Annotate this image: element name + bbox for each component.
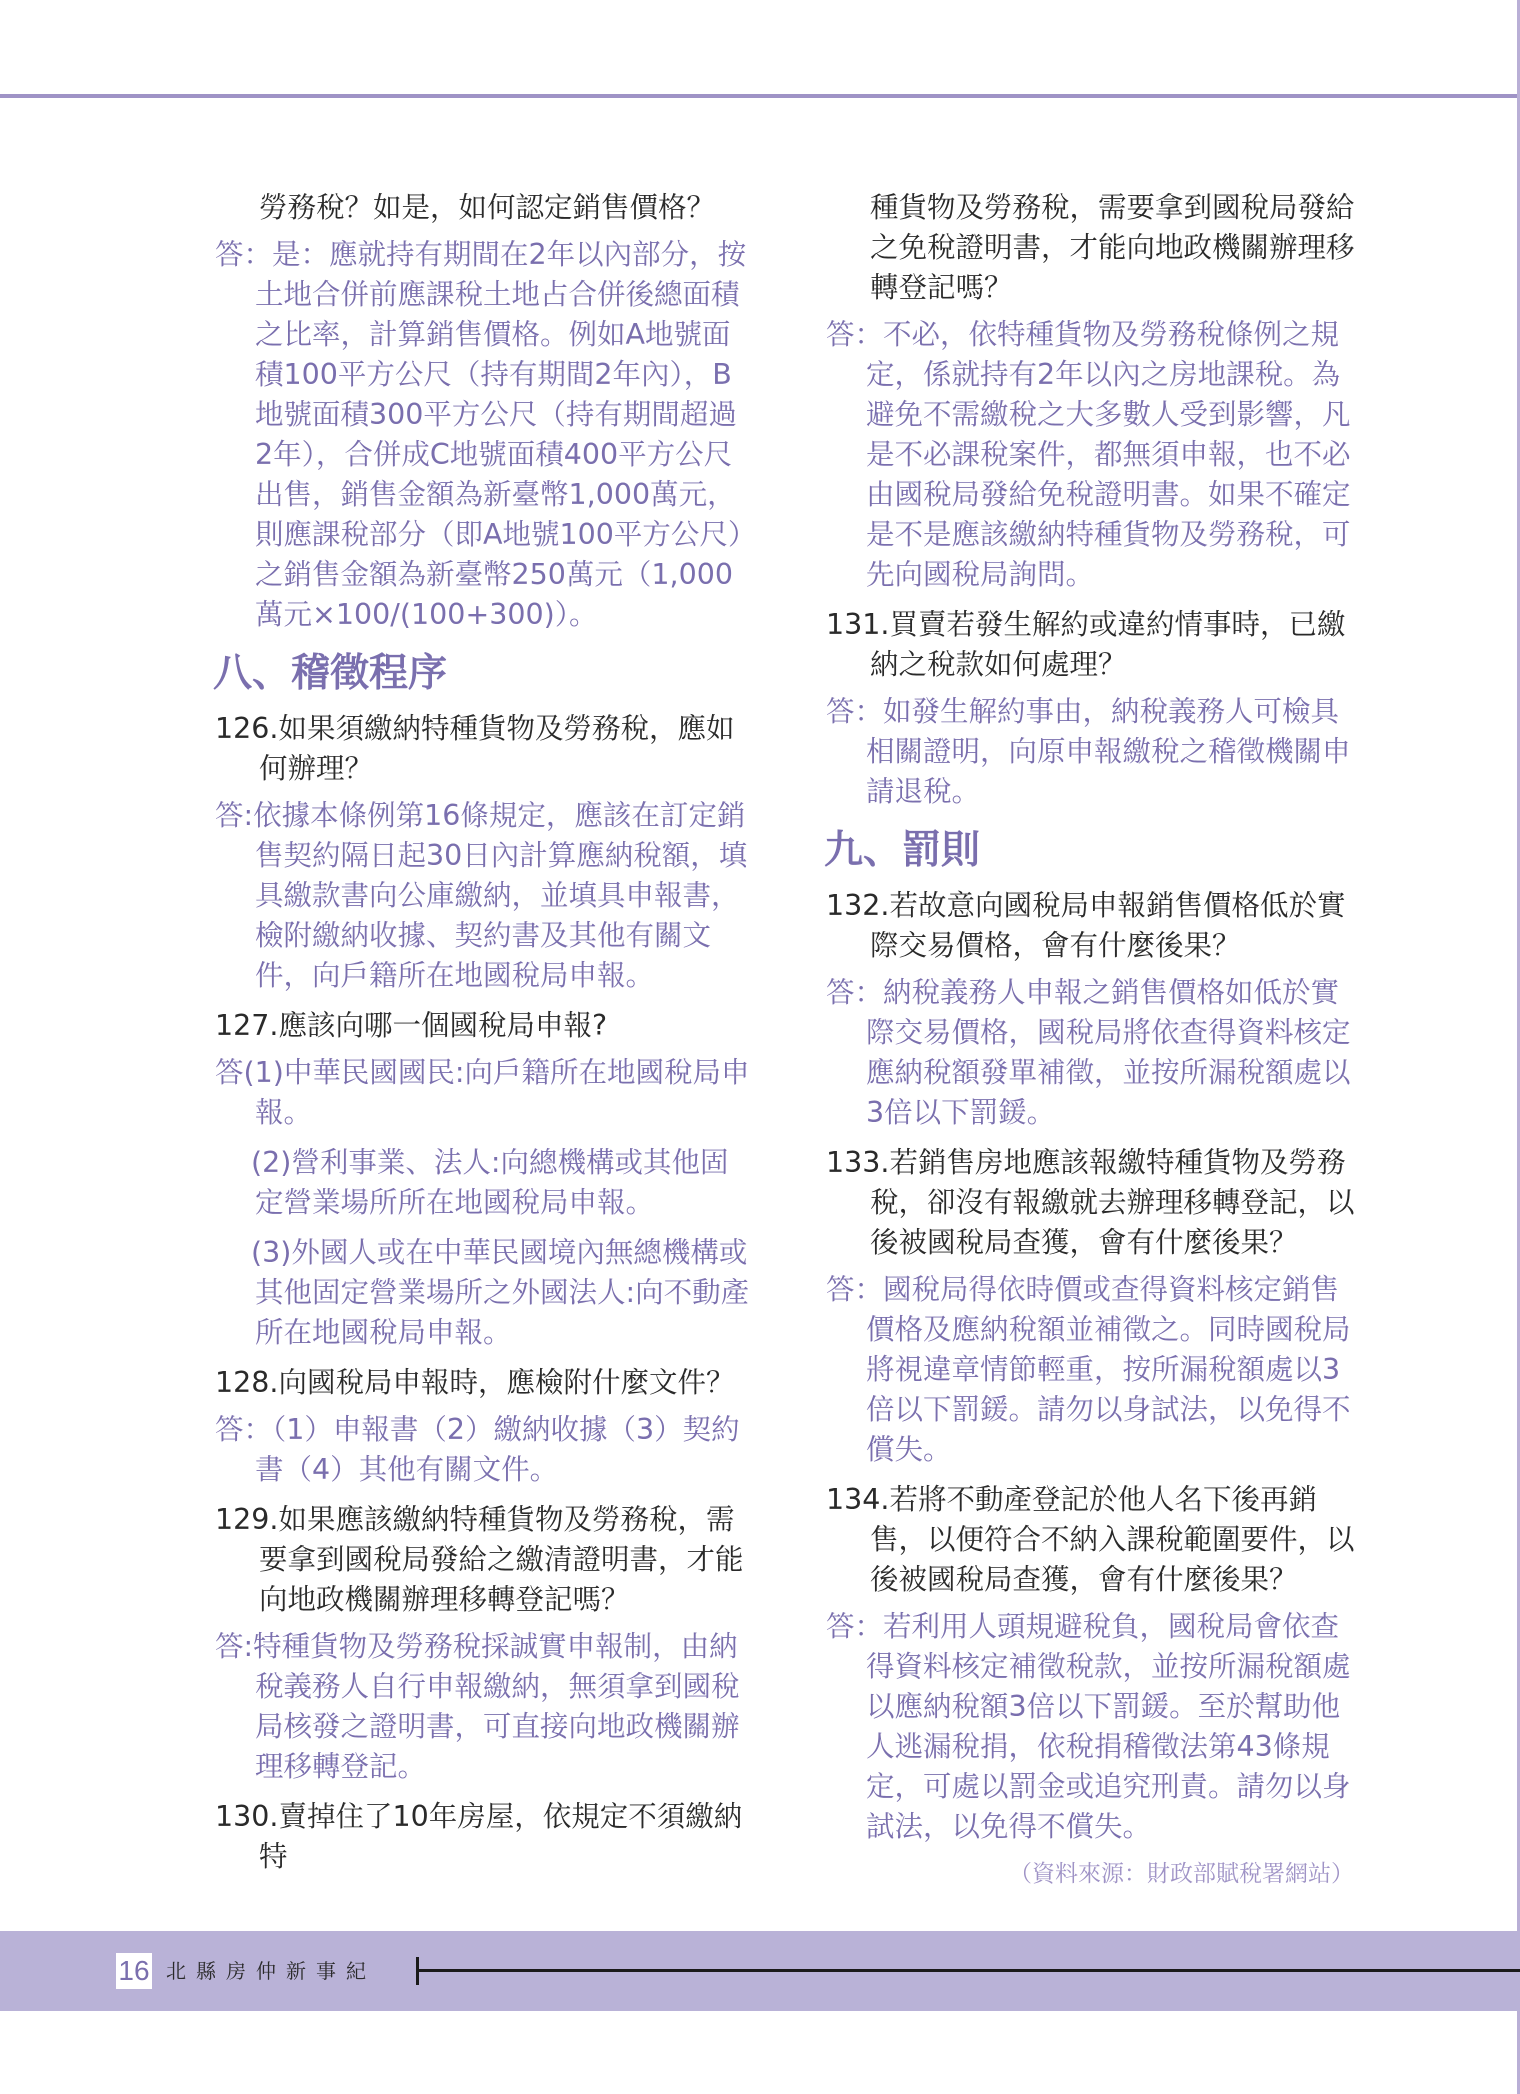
answer-129: 答:特種貨物及勞務稅採誠實申報制，由納稅義務人自行申報繳納，無須拿到國稅局核發之證明書，可直接向地政機關辦理移轉登記。 — [215, 1630, 740, 1783]
answer-132: 答：納稅義務人申報之銷售價格如低於實際交易價格，國稅局將依查得資料核定應納稅額發單補徵，並按所漏稅額處以3倍以下罰鍰。 — [826, 976, 1351, 1129]
answer-127-item-2: (2)營利事業、法人:向總機構或其他固定營業場所所在地國稅局申報。 — [251, 1146, 729, 1219]
header-rule — [0, 94, 1520, 98]
question-132: 132.若故意向國稅局申報銷售價格低於實際交易價格，會有什麼後果？ — [826, 889, 1346, 962]
source-citation: （資料來源：財政部賦稅署網站） — [1009, 1861, 1354, 1887]
answer-131: 答：如發生解約事由，納稅義務人可檢具相關證明，向原申報繳稅之稽徵機關申請退稅。 — [826, 695, 1351, 808]
answer-128: 答：（1）申報書（2）繳納收據（3）契約書（4）其他有關文件。 — [215, 1413, 740, 1486]
question-131: 131.買賣若發生解約或違約情事時，已繳納之稅款如何處理？ — [826, 608, 1346, 681]
answer-133: 答：國稅局得依時價或查得資料核定銷售價格及應納稅額並補徵之。同時國稅局將視違章情節輕重，按所漏稅額處以3倍以下罰鍰。請勿以身試法，以免得不償失。 — [826, 1273, 1351, 1466]
question-128: 128.向國稅局申報時，應檢附什麼文件？ — [215, 1366, 735, 1399]
left-column — [215, 188, 751, 1884]
answer-130: 答：不必，依特種貨物及勞務稅條例之規定，係就持有2年以內之房地課稅。為避免不需繳稅之大多數人受到影響，凡是不必課稅案件，都無須申報，也不必由國稅局發給免稅證明書。如果不確定是不是應該繳納特種貨物及勞務稅，可先向國稅局詢問。 — [826, 318, 1351, 591]
section-heading-8: 八、稽徵程序 — [213, 651, 448, 696]
page-number: 16 — [116, 1953, 152, 1989]
question-130-start: 130.賣掉住了10年房屋，依規定不須繳納特 — [215, 1800, 743, 1873]
question-126: 126.如果須繳納特種貨物及勞務稅，應如何辦理？ — [215, 712, 735, 785]
answer-126: 答:依據本條例第16條規定，應該在訂定銷售契約隔日起30日內計算應納稅額，填具繳款書向公庫繳納，並填具申報書，檢附繳納收據、契約書及其他有關文件，向戶籍所在地國稅局申報。 — [215, 799, 748, 992]
magazine-title: 北縣房仲新事紀 — [166, 1959, 376, 1983]
question-129: 129.如果應該繳納特種貨物及勞務稅，需要拿到國稅局發給之繳清證明書，才能向地政機關辦理移轉登記嗎？ — [215, 1503, 744, 1616]
question-130-continuation: 種貨物及勞務稅，需要拿到國稅局發給之免稅證明書，才能向地政機關辦理移轉登記嗎？ — [870, 191, 1355, 304]
answer-134: 答：若利用人頭規避稅負，國稅局會依查得資料核定補徵稅款，並按所漏稅額處以應納稅額3倍以下罰鍰。至於幫助他人逃漏稅捐，依稅捐稽徵法第43條規定，可處以罰金或追究刑責。請勿以身試法，以免得不償失。 — [826, 1610, 1351, 1843]
question-133: 133.若銷售房地應該報繳特種貨物及勞務稅，卻沒有報繳就去辦理移轉登記，以後被國稅局查獲，會有什麼後果？ — [826, 1146, 1355, 1259]
question-134: 134.若將不動產登記於他人名下後再銷售，以便符合不納入課稅範圍要件，以後被國稅局查獲，會有什麼後果？ — [826, 1483, 1355, 1596]
answer-127-item-3: (3)外國人或在中華民國境內無總機構或其他固定營業場所之外國法人:向不動產所在地國稅局申報。 — [251, 1236, 750, 1349]
section-heading-9: 九、罰則 — [824, 828, 981, 873]
question-127: 127.應該向哪一個國稅局申報? — [215, 1009, 608, 1042]
answer-127-item-1: 答(1)中華民國國民:向戶籍所在地國稅局申報。 — [215, 1056, 750, 1129]
footer-line — [418, 1969, 1520, 1972]
right-column — [826, 188, 1362, 1891]
answer-125: 答：是：應就持有期間在2年以內部分，按土地合併前應課稅土地占合併後總面積之比率，計算銷售價格。例如A地號面積100平方公尺（持有期間2年內），B地號面積300平方公尺（持有期間超過2年），合併成C地號面積400平方公尺出售，銷售金額為新臺幣1,000萬元，則應課稅部分（即A地號100平方公尺）之銷售金額為新臺幣250萬元（1,000萬元×100/(100+300)）。 — [215, 238, 747, 631]
question-125-continuation: 勞務稅？如是，如何認定銷售價格？ — [259, 191, 716, 224]
